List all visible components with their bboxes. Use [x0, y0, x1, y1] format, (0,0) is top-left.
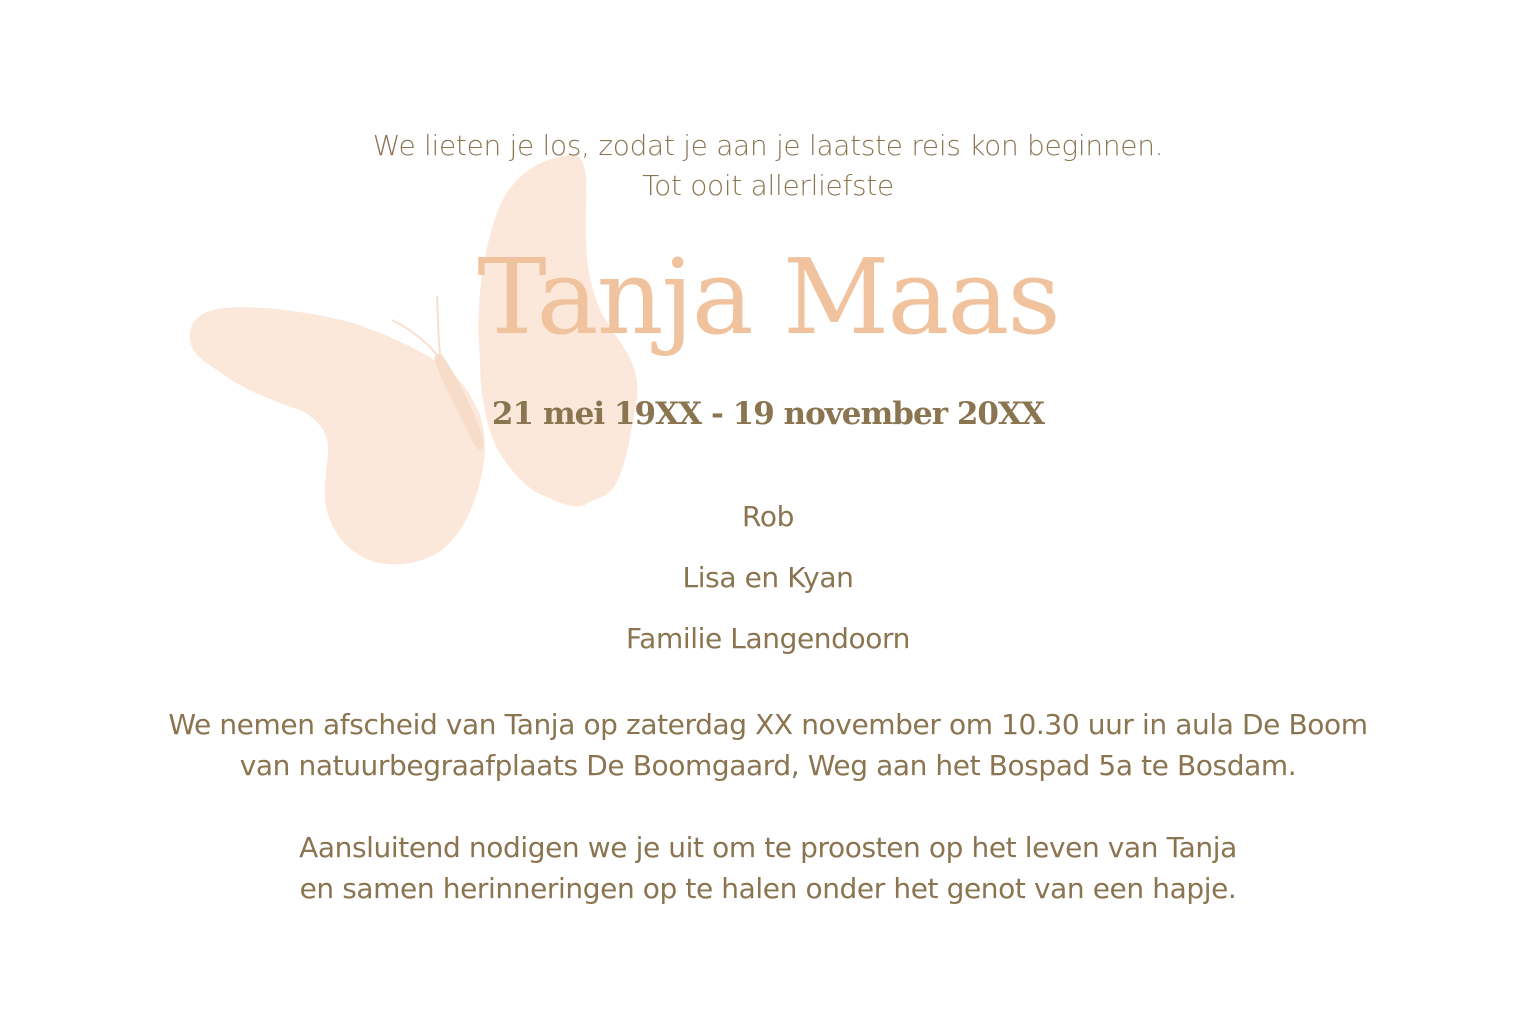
family-member: Rob	[742, 500, 794, 533]
family-member: Lisa en Kyan	[682, 561, 854, 594]
farewell-line-1: We nemen afscheid van Tanja op zaterdag XX november om 10.30 uur in aula De Boom	[168, 708, 1368, 741]
farewell-line-2: van natuurbegraafplaats De Boomgaard, Weg aan het Bospad 5a te Bosdam.	[239, 749, 1297, 782]
intro-line-2: Tot ooit allerliefste	[642, 169, 894, 202]
life-dates: 21 mei 19XX - 19 november 20XX	[491, 396, 1045, 432]
family-member: Familie Langendoorn	[626, 622, 910, 655]
intro-line-1: We lieten je los, zodat je aan je laatste reis kon beginnen.	[372, 129, 1164, 162]
deceased-name: Tanja Maas	[477, 236, 1059, 358]
gathering-line-2: en samen herinneringen op te halen onder het genot van een hapje.	[299, 872, 1237, 905]
gathering-line-1: Aansluitend nodigen we je uit om te proosten op het leven van Tanja	[299, 831, 1237, 864]
